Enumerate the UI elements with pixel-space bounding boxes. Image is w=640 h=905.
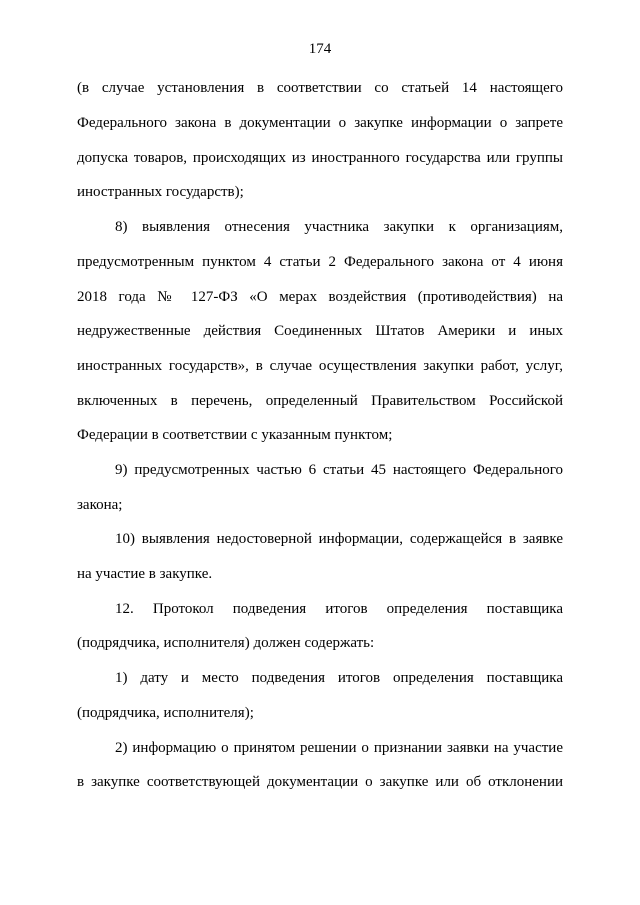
- paragraph-first-line: 12. Протокол подведения итогов определения поставщика: [115, 601, 563, 617]
- paragraph-first-line: 8) выявления отнесения участника закупки к организациям,: [115, 219, 563, 235]
- text-line: Федерации в соответствии с указанным пунктом;: [77, 427, 393, 443]
- text-line: иностранных государств);: [77, 184, 244, 200]
- paragraph-first-line: 9) предусмотренных частью 6 статьи 45 настоящего Федерального: [115, 462, 563, 478]
- text-line: недружественные действия Соединенных Штатов Америки и иных: [77, 323, 563, 339]
- page-number: 174: [308, 41, 332, 57]
- text-line: включенных в перечень, определенный Правительством Российской: [77, 393, 563, 409]
- paragraph-first-line: 2) информацию о принятом решении о признании заявки на участие: [115, 740, 563, 756]
- text-line: (в случае установления в соответствии со статьей 14 настоящего: [77, 80, 563, 96]
- text-line: в закупке соответствующей документации о закупке или об отклонении: [77, 774, 563, 790]
- text-line: (подрядчика, исполнителя);: [77, 705, 254, 721]
- text-line: иностранных государств», в случае осуществления закупки работ, услуг,: [77, 358, 563, 374]
- paragraph-first-line: 10) выявления недостоверной информации, содержащейся в заявке: [115, 531, 563, 547]
- text-line: (подрядчика, исполнителя) должен содержать:: [77, 635, 375, 651]
- text-line: допуска товаров, происходящих из иностранного государства или группы: [77, 150, 563, 166]
- text-line: Федерального закона в документации о закупке информации о запрете: [77, 115, 563, 131]
- text-line: предусмотренным пунктом 4 статьи 2 Федерального закона от 4 июня: [77, 254, 563, 270]
- text-line: на участие в закупке.: [77, 566, 213, 582]
- text-line: 2018 года № 127-ФЗ «О мерах воздействия (противодействия) на: [77, 289, 563, 305]
- paragraph-first-line: 1) дату и место подведения итогов определения поставщика: [115, 670, 563, 686]
- text-line: закона;: [77, 497, 123, 513]
